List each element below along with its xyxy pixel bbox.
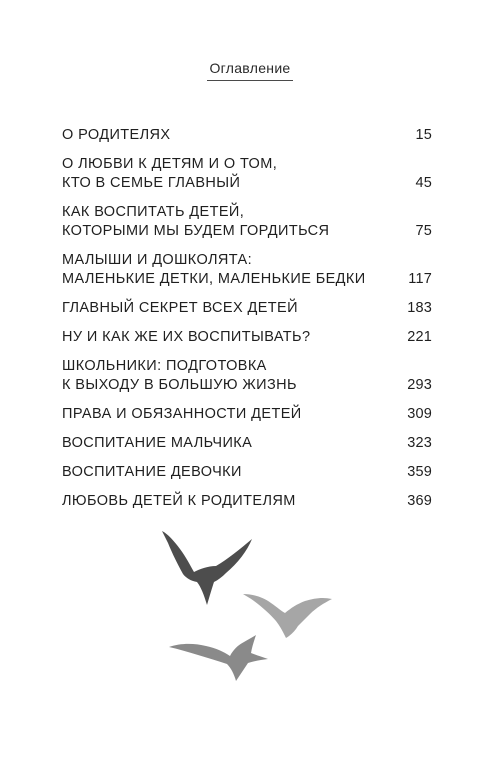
toc-entry-title-line: ШКОЛЬНИКИ: ПОДГОТОВКА xyxy=(62,358,267,374)
toc-entry-title xyxy=(62,328,310,347)
toc-entry-title xyxy=(62,203,329,241)
toc-entry[interactable] xyxy=(62,463,432,482)
toc-entry-title xyxy=(62,126,170,145)
heading-wrap xyxy=(0,60,500,81)
toc-entry-page: 117 xyxy=(408,271,432,287)
toc-entry-title xyxy=(62,492,296,511)
toc-entry-title-line: ВОСПИТАНИЕ МАЛЬЧИКА xyxy=(62,435,253,451)
toc-entry[interactable] xyxy=(62,328,432,347)
light-bird xyxy=(243,594,332,638)
toc-entry-title-line: ВОСПИТАНИЕ ДЕВОЧКИ xyxy=(62,464,242,480)
toc-entry-title-line: ПРАВА И ОБЯЗАННОСТИ ДЕТЕЙ xyxy=(62,406,302,422)
toc-entry[interactable] xyxy=(62,203,432,241)
toc-entry-title xyxy=(62,299,298,318)
toc-entry-page: 221 xyxy=(407,329,432,345)
toc-entry-title-line: КТО В СЕМЬЕ ГЛАВНЫЙ xyxy=(62,175,241,191)
toc-entry-title xyxy=(62,434,252,453)
toc-entry-title-line: МАЛЫШИ И ДОШКОЛЯТА: xyxy=(62,252,253,268)
toc-entry-title-line: МАЛЕНЬКИЕ ДЕТКИ, МАЛЕНЬКИЕ БЕДКИ xyxy=(62,271,366,287)
table-of-contents xyxy=(62,126,432,521)
toc-entry-page: 45 xyxy=(415,175,432,191)
toc-heading: Оглавление xyxy=(207,60,292,81)
toc-entry[interactable] xyxy=(62,492,432,511)
toc-entry-title-line: КОТОРЫМИ МЫ БУДЕМ ГОРДИТЬСЯ xyxy=(62,223,330,239)
toc-entry-page: 15 xyxy=(415,127,432,143)
toc-entry-page: 323 xyxy=(407,435,432,451)
toc-entry[interactable] xyxy=(62,299,432,318)
toc-entry-title-line: ГЛАВНЫЙ СЕКРЕТ ВСЕХ ДЕТЕЙ xyxy=(62,300,298,316)
toc-entry-title xyxy=(62,405,302,424)
toc-entry[interactable] xyxy=(62,126,432,145)
medium-bird xyxy=(169,635,268,681)
toc-entry-title xyxy=(62,463,242,482)
toc-entry-title-line: О РОДИТЕЛЯХ xyxy=(62,127,171,143)
toc-entry-page: 369 xyxy=(407,493,432,509)
dark-bird xyxy=(162,531,252,605)
birds-icon xyxy=(150,525,340,695)
toc-entry[interactable] xyxy=(62,155,432,193)
toc-entry[interactable] xyxy=(62,357,432,395)
toc-entry-page: 183 xyxy=(407,300,432,316)
toc-entry[interactable] xyxy=(62,251,432,289)
toc-entry-page: 75 xyxy=(415,223,432,239)
toc-entry-title-line: ЛЮБОВЬ ДЕТЕЙ К РОДИТЕЛЯМ xyxy=(62,493,296,509)
toc-entry-title-line: О ЛЮБВИ К ДЕТЯМ И О ТОМ, xyxy=(62,156,278,172)
toc-entry-page: 359 xyxy=(407,464,432,480)
toc-entry-title-line: К ВЫХОДУ В БОЛЬШУЮ ЖИЗНЬ xyxy=(62,377,297,393)
toc-entry[interactable] xyxy=(62,434,432,453)
toc-entry[interactable] xyxy=(62,405,432,424)
toc-entry-page: 309 xyxy=(407,406,432,422)
toc-entry-title xyxy=(62,357,297,395)
toc-entry-page: 293 xyxy=(407,377,432,393)
toc-entry-title xyxy=(62,155,277,193)
toc-entry-title xyxy=(62,251,366,289)
toc-entry-title-line: КАК ВОСПИТАТЬ ДЕТЕЙ, xyxy=(62,204,245,220)
toc-entry-title-line: НУ И КАК ЖЕ ИХ ВОСПИТЫВАТЬ? xyxy=(62,329,311,345)
